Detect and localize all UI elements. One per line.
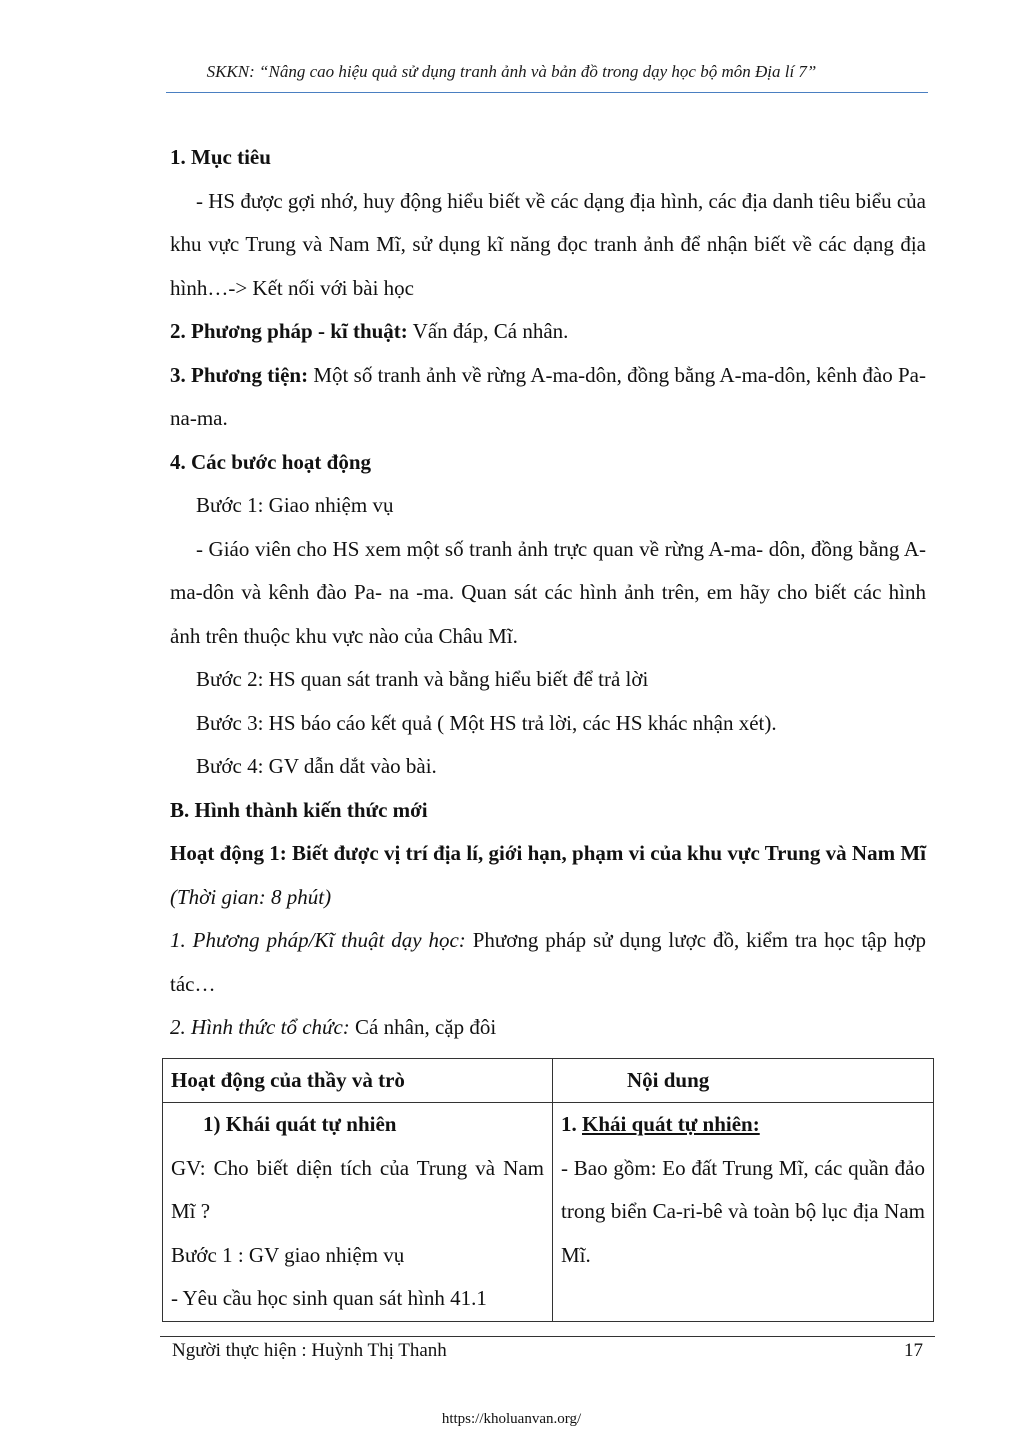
text-pp-kt: Phương pháp sử dụng lược đồ, kiểm tra học tập hợp tác…: [170, 928, 927, 996]
paragraph-pp-kt: [170, 919, 926, 1006]
cell-content-text: - Bao gồm: Eo đất Trung Mĩ, các quần đảo trong biển Ca-ri-bê và toàn bộ lục địa Nam Mĩ.: [561, 1155, 925, 1267]
label-phuong-tien: 3. Phương tiện:: [170, 362, 309, 387]
running-header: SKKN: “Nâng cao hiệu quả sử dụng tranh ảnh và bản đồ trong dạy học bộ môn Địa lí 7”: [206, 62, 817, 81]
step-2: Bước 2: HS quan sát tranh và bằng hiểu biết để trả lời: [196, 667, 649, 691]
text-hinh-thuc: Cá nhân, cặp đôi: [349, 1015, 497, 1039]
step-3: Bước 3: HS báo cáo kết quả ( Một HS trả lời, các HS khác nhận xét).: [196, 710, 777, 735]
step-4: Bước 4: GV dẫn dắt vào bài.: [196, 754, 437, 778]
cell-line-buoc-1: Bước 1 : GV giao nhiệm vụ: [171, 1242, 405, 1267]
table-header-content: [553, 1058, 934, 1103]
heading-cac-buoc: 4. Các bước hoạt động: [170, 449, 371, 474]
footer-author: Người thực hiện : Huỳnh Thị Thanh: [172, 1340, 447, 1361]
hoat-dong-1-title: Hoạt động 1: Biết được vị trí địa lí, giới hạn, phạm vi của khu vực Trung và Nam Mĩ: [170, 841, 926, 865]
heading-section-b: B. Hình thành kiến thức mới: [170, 797, 428, 822]
table-row: [163, 1103, 934, 1322]
source-url: https://kholuanvan.org/: [441, 1411, 582, 1427]
text-phuong-phap: Vấn đáp, Cá nhân.: [407, 319, 569, 343]
paragraph-phuong-phap: [170, 310, 926, 354]
activity-table: [162, 1058, 934, 1322]
cell-line-yeu-cau: - Yêu cầu học sinh quan sát hình 41.1: [171, 1286, 487, 1310]
cell-heading-content: [561, 1103, 925, 1147]
footer-page-number: 17: [904, 1340, 923, 1361]
paragraph-muc-tieu: - HS được gợi nhớ, huy động hiểu biết về các dạng địa hình, các địa danh tiêu biểu của khu vực Trung và Nam Mĩ, sử dụng kĩ năng đọc tranh ảnh để nhận biết về các dạng địa hình…-> Kết nối với bài học: [170, 188, 926, 300]
cell-heading-number: 1.: [561, 1112, 582, 1136]
footer-rule: [160, 1336, 935, 1337]
table-header-row: [163, 1058, 934, 1103]
label-hinh-thuc: 2. Hình thức tổ chức:: [170, 1015, 350, 1039]
cell-heading-text: Khái quát tự nhiên:: [582, 1112, 760, 1136]
cell-heading-khai-quat: 1) Khái quát tự nhiên: [203, 1112, 397, 1136]
cell-line-gv-question: GV: Cho biết diện tích của Trung và Nam Mĩ ?: [171, 1155, 544, 1223]
header-rule: [166, 92, 928, 93]
document-body: [170, 136, 926, 1322]
table-cell-content: [553, 1103, 934, 1322]
table-cell-activity: [163, 1103, 553, 1322]
hoat-dong-1-time: (Thời gian: 8 phút): [170, 884, 332, 909]
text-phuong-tien: Một số tranh ảnh về rừng A-ma-dôn, đồng bằng A-ma-dôn, kênh đào Pa-na-ma.: [170, 362, 926, 430]
step-1: Bước 1: Giao nhiệm vụ: [196, 493, 394, 517]
heading-muc-tieu: 1. Mục tiêu: [170, 145, 271, 169]
paragraph-hinh-thuc: [170, 1006, 926, 1050]
step-1-detail: - Giáo viên cho HS xem một số tranh ảnh trực quan về rừng A-ma- dôn, đồng bằng A-ma-dôn và kênh đào Pa- na -ma. Quan sát các hình ảnh trên, em hãy cho biết các hình ảnh trên thuộc khu vực nào của Châu Mĩ.: [170, 536, 926, 648]
label-pp-kt: 1. Phương pháp/Kĩ thuật dạy học:: [170, 928, 466, 952]
paragraph-hoat-dong-1: [170, 832, 926, 919]
paragraph-phuong-tien: [170, 354, 926, 441]
label-phuong-phap: 2. Phương pháp - kĩ thuật:: [170, 319, 408, 343]
table-header-activity: Hoạt động của thầy và trò: [163, 1058, 553, 1103]
table-header-content-label: Nội dung: [627, 1067, 710, 1092]
